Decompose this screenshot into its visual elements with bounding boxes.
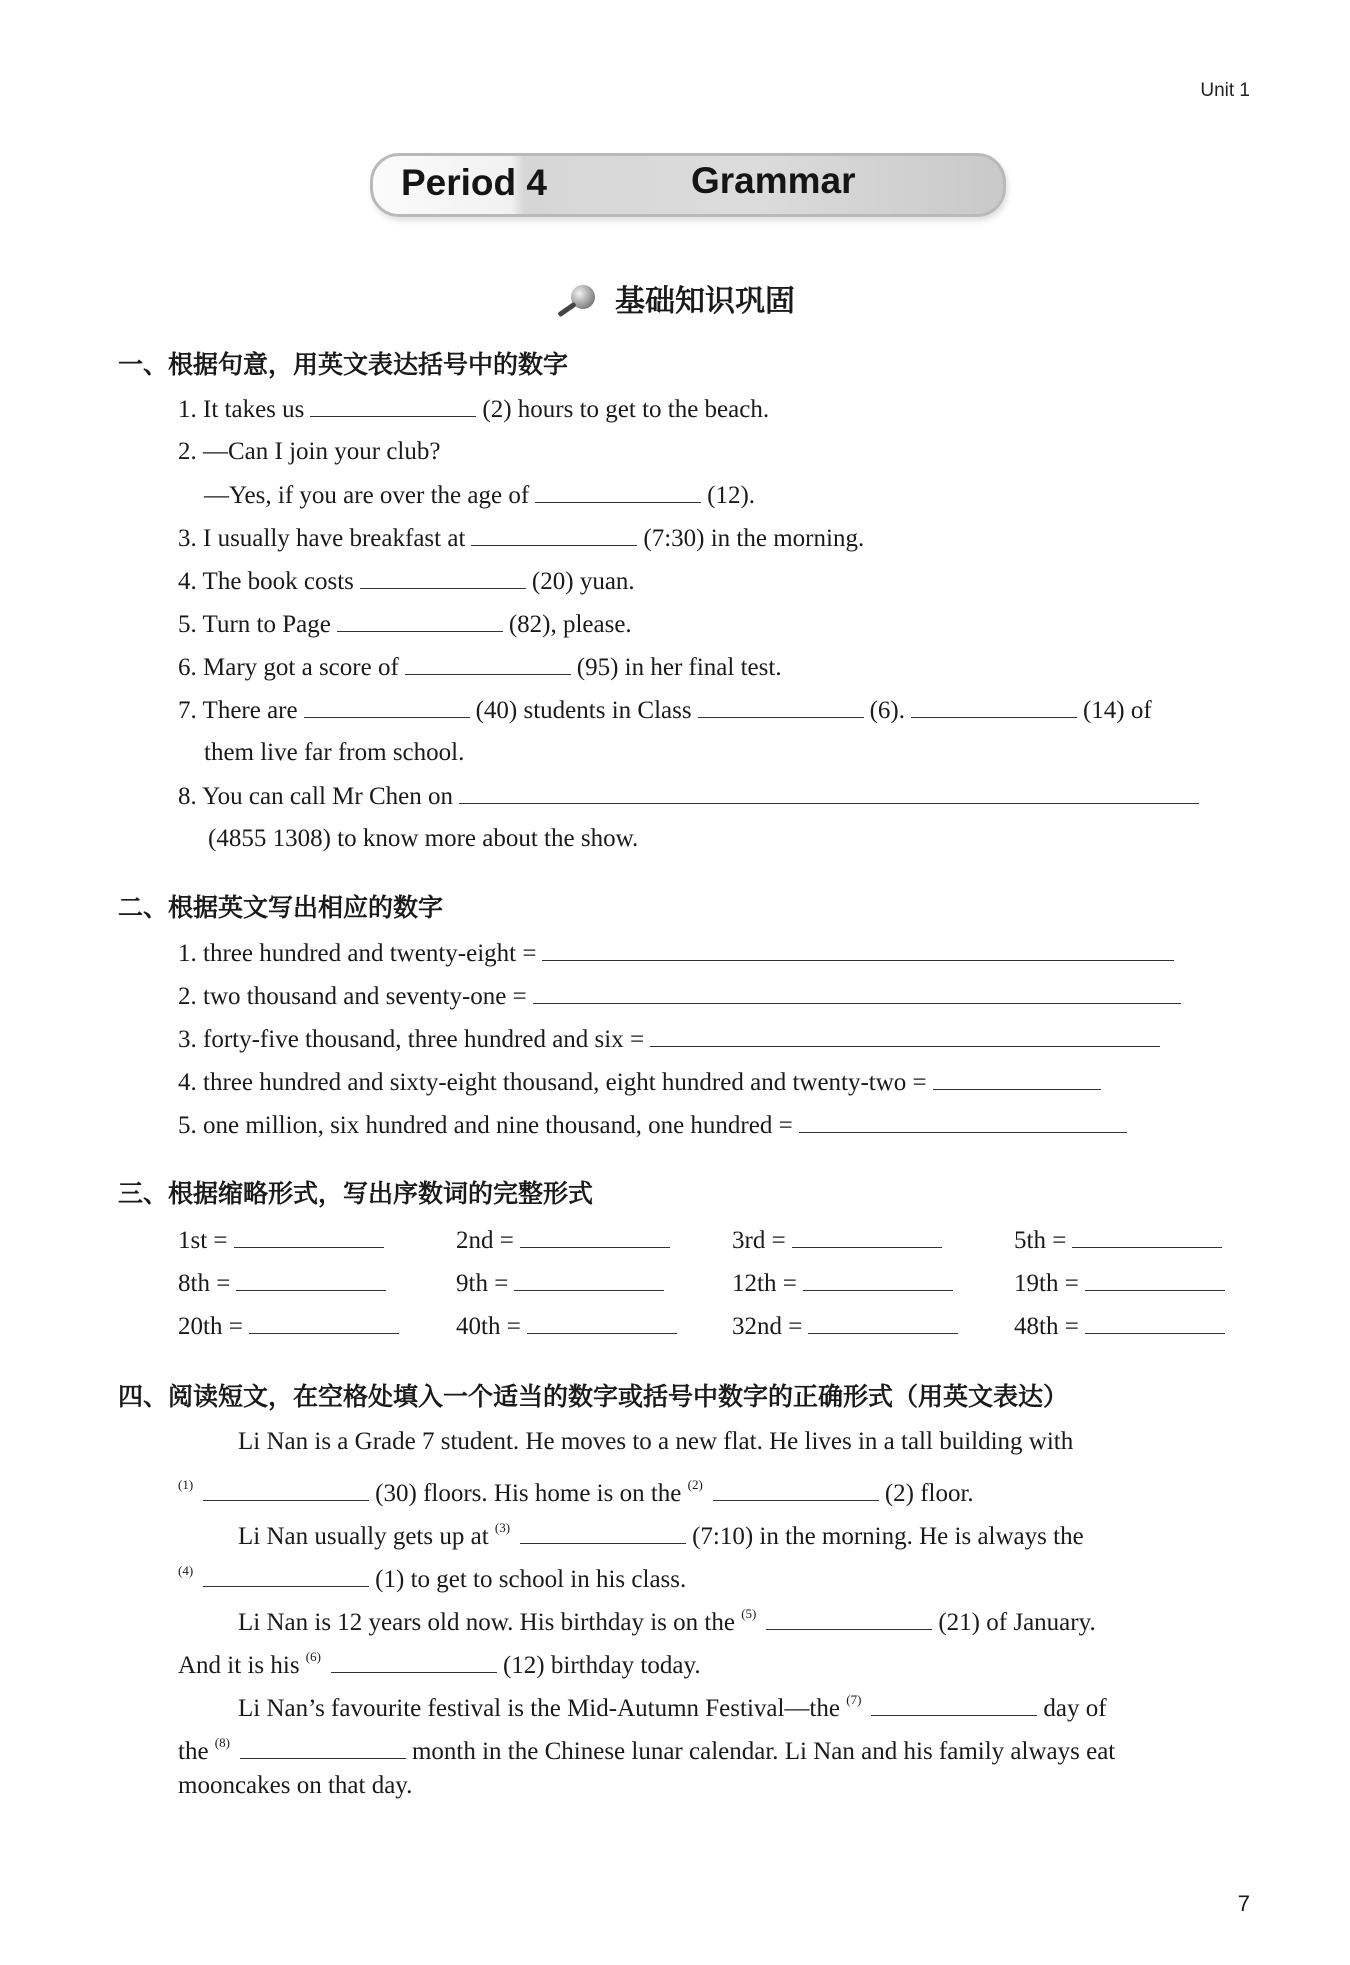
- answer-blank[interactable]: [799, 1110, 1127, 1133]
- answer-blank[interactable]: [249, 1311, 399, 1334]
- answer-blank[interactable]: [698, 695, 864, 718]
- passage-text: month in the Chinese lunar calendar. Li Nan and his family always eat: [411, 1738, 1116, 1765]
- answer-blank[interactable]: [1085, 1268, 1225, 1291]
- q-text: (82), please.: [508, 611, 632, 638]
- passage-text: (30) floors. His home is on the: [375, 1480, 682, 1507]
- q-text: (14) of: [1082, 697, 1152, 724]
- blank-number: (1): [178, 1477, 194, 1492]
- passage-text: Li Nan usually gets up at: [238, 1523, 489, 1550]
- s3-item: [178, 1225, 390, 1256]
- answer-blank[interactable]: [535, 480, 701, 503]
- s3-item: [456, 1225, 676, 1256]
- unit-label: Unit 1: [1200, 80, 1250, 101]
- s4-line-7: [238, 1685, 1107, 1724]
- q-text: 48th =: [1014, 1313, 1079, 1340]
- s3-item: [178, 1311, 405, 1342]
- passage-text: (7:10) in the morning. He is always the: [692, 1523, 1084, 1550]
- answer-blank[interactable]: [520, 1521, 686, 1544]
- passage-text: (12) birthday today.: [502, 1652, 701, 1679]
- answer-blank[interactable]: [1072, 1225, 1222, 1248]
- answer-blank[interactable]: [203, 1478, 369, 1501]
- s3-item: [732, 1311, 964, 1342]
- passage-text: the: [178, 1738, 209, 1765]
- page-number: 7: [1237, 1891, 1250, 1916]
- answer-blank[interactable]: [533, 981, 1181, 1004]
- q-text: (7:30) in the morning.: [643, 525, 865, 552]
- passage-text: And it is his: [178, 1652, 300, 1679]
- answer-blank[interactable]: [337, 609, 503, 632]
- s4-line-8: [178, 1728, 1115, 1767]
- s1-q8-cont: [208, 824, 638, 854]
- answer-blank[interactable]: [310, 394, 476, 417]
- s3-item: [1014, 1311, 1231, 1342]
- answer-blank[interactable]: [1085, 1311, 1225, 1334]
- answer-blank[interactable]: [527, 1311, 677, 1334]
- q-text: (20) yuan.: [531, 568, 635, 595]
- s3-item: [1014, 1225, 1228, 1256]
- answer-blank[interactable]: [331, 1650, 497, 1673]
- answer-blank[interactable]: [933, 1067, 1101, 1090]
- q-text: (95) in her final test.: [576, 654, 782, 681]
- section-2-heading: 二、根据英文写出相应的数字: [118, 893, 444, 922]
- q-text: 8. You can call Mr Chen on: [178, 783, 453, 810]
- s1-q3: [178, 523, 864, 554]
- q-text: 32nd =: [732, 1313, 803, 1340]
- q-text: —Yes, if you are over the age of: [204, 482, 530, 509]
- s1-q2-answer: [204, 480, 755, 511]
- q-text: 2nd =: [456, 1227, 514, 1254]
- q-text: 1. three hundred and twenty-eight =: [178, 940, 537, 967]
- q-text: 3. I usually have breakfast at: [178, 525, 466, 552]
- answer-blank[interactable]: [713, 1478, 879, 1501]
- answer-blank[interactable]: [808, 1311, 958, 1334]
- s4-line-3: [238, 1513, 1084, 1552]
- topic-label: Grammar: [691, 160, 856, 201]
- passage-text: day of: [1043, 1695, 1107, 1722]
- answer-blank[interactable]: [234, 1225, 384, 1248]
- q-text: 12th =: [732, 1270, 797, 1297]
- q-text: 5. Turn to Page: [178, 611, 331, 638]
- s2-q4: [178, 1067, 1107, 1098]
- q-text: (6).: [869, 697, 905, 724]
- s4-line-5: [238, 1599, 1096, 1638]
- q-text: 40th =: [456, 1313, 521, 1340]
- answer-blank[interactable]: [766, 1607, 932, 1630]
- q-text: 4. The book costs: [178, 568, 354, 595]
- passage-text: Li Nan is 12 years old now. His birthday is on the: [238, 1609, 735, 1636]
- q-text: 9th =: [456, 1270, 509, 1297]
- period-label: Period 4: [401, 162, 547, 203]
- magnifier-icon: [555, 281, 603, 317]
- q-text: 5. one million, six hundred and nine thousand, one hundred =: [178, 1112, 793, 1139]
- answer-blank[interactable]: [542, 938, 1174, 961]
- blank-number: (6): [305, 1649, 321, 1664]
- blank-number: (2): [687, 1477, 703, 1492]
- s4-line-6: [178, 1642, 701, 1681]
- section-4-heading: 四、阅读短文，在空格处填入一个适当的数字或括号中数字的正确形式（用英文表达）: [118, 1382, 1069, 1411]
- answer-blank[interactable]: [911, 695, 1077, 718]
- q-text: 7. There are: [178, 697, 298, 724]
- answer-blank[interactable]: [520, 1225, 670, 1248]
- answer-blank[interactable]: [514, 1268, 664, 1291]
- answer-blank[interactable]: [871, 1693, 1037, 1716]
- s1-q5: [178, 609, 632, 640]
- s1-q4: [178, 566, 635, 597]
- s3-item: [456, 1268, 670, 1299]
- s2-q5: [178, 1110, 1133, 1141]
- blank-number: (3): [494, 1520, 511, 1535]
- s1-q1: [178, 394, 769, 425]
- s2-q2: [178, 981, 1187, 1012]
- q-text: 2. —Can I join your club?: [178, 438, 441, 465]
- q-text: 4. three hundred and sixty-eight thousand, eight hundred and twenty-two =: [178, 1069, 927, 1096]
- blank-number: (7): [846, 1692, 862, 1707]
- s2-q3: [178, 1024, 1166, 1055]
- section-3-heading: 三、根据缩略形式，写出序数词的完整形式: [118, 1179, 594, 1208]
- q-text: 8th =: [178, 1270, 231, 1297]
- s4-line-9: [178, 1771, 412, 1801]
- answer-blank[interactable]: [405, 652, 571, 675]
- s1-q7-cont: [204, 738, 464, 768]
- passage-text: mooncakes on that day.: [178, 1772, 413, 1799]
- s3-item: [456, 1311, 683, 1342]
- q-text: 1. It takes us: [178, 396, 305, 423]
- section-subtitle: [0, 276, 1350, 320]
- subtitle-text: 基础知识巩固: [615, 284, 795, 319]
- answer-blank[interactable]: [360, 566, 526, 589]
- q-text: (2) hours to get to the beach.: [482, 396, 770, 423]
- s3-item: [178, 1268, 392, 1299]
- q-text: 6. Mary got a score of: [178, 654, 399, 681]
- answer-blank[interactable]: [203, 1564, 369, 1587]
- answer-blank[interactable]: [471, 523, 637, 546]
- s2-q1: [178, 938, 1180, 969]
- s1-q6: [178, 652, 782, 683]
- passage-text: (1) to get to school in his class.: [375, 1566, 687, 1593]
- s1-q7: [178, 695, 1152, 726]
- s3-item: [732, 1225, 948, 1256]
- q-text: 2. two thousand and seventy-one =: [178, 983, 527, 1010]
- q-text: them live far from school.: [204, 739, 465, 766]
- s4-line-4: [178, 1556, 686, 1595]
- s4-line-1: [238, 1427, 1073, 1457]
- answer-blank[interactable]: [792, 1225, 942, 1248]
- q-text: 3. forty-five thousand, three hundred and six =: [178, 1026, 645, 1053]
- blank-number: (8): [214, 1735, 230, 1750]
- passage-text: Li Nan is a Grade 7 student. He moves to a new flat. He lives in a tall building with: [238, 1428, 1074, 1455]
- answer-blank[interactable]: [236, 1268, 386, 1291]
- answer-blank[interactable]: [459, 781, 1199, 804]
- section-1-heading: 一、根据句意，用英文表达括号中的数字: [118, 350, 569, 379]
- passage-text: (2) floor.: [884, 1480, 974, 1507]
- answer-blank[interactable]: [304, 695, 470, 718]
- q-text: 20th =: [178, 1313, 243, 1340]
- answer-blank[interactable]: [240, 1736, 406, 1759]
- answer-blank[interactable]: [650, 1024, 1160, 1047]
- s4-line-2: [178, 1470, 974, 1509]
- answer-blank[interactable]: [803, 1268, 953, 1291]
- s1-q2: [178, 437, 440, 467]
- q-text: 1st =: [178, 1227, 228, 1254]
- blank-number: (4): [178, 1563, 194, 1578]
- q-text: 19th =: [1014, 1270, 1079, 1297]
- q-text: 5th =: [1014, 1227, 1067, 1254]
- s1-q8: [178, 781, 1205, 812]
- q-text: (4855 1308) to know more about the show.: [208, 825, 639, 852]
- s3-item: [732, 1268, 959, 1299]
- q-text: 3rd =: [732, 1227, 786, 1254]
- q-text: (40) students in Class: [475, 697, 692, 724]
- passage-text: Li Nan’s favourite festival is the Mid-Autumn Festival—the: [238, 1695, 840, 1722]
- s3-item: [1014, 1268, 1231, 1299]
- passage-text: (21) of January.: [938, 1609, 1096, 1636]
- blank-number: (5): [741, 1606, 757, 1621]
- q-text: (12).: [707, 482, 756, 509]
- period-banner: [370, 153, 1006, 217]
